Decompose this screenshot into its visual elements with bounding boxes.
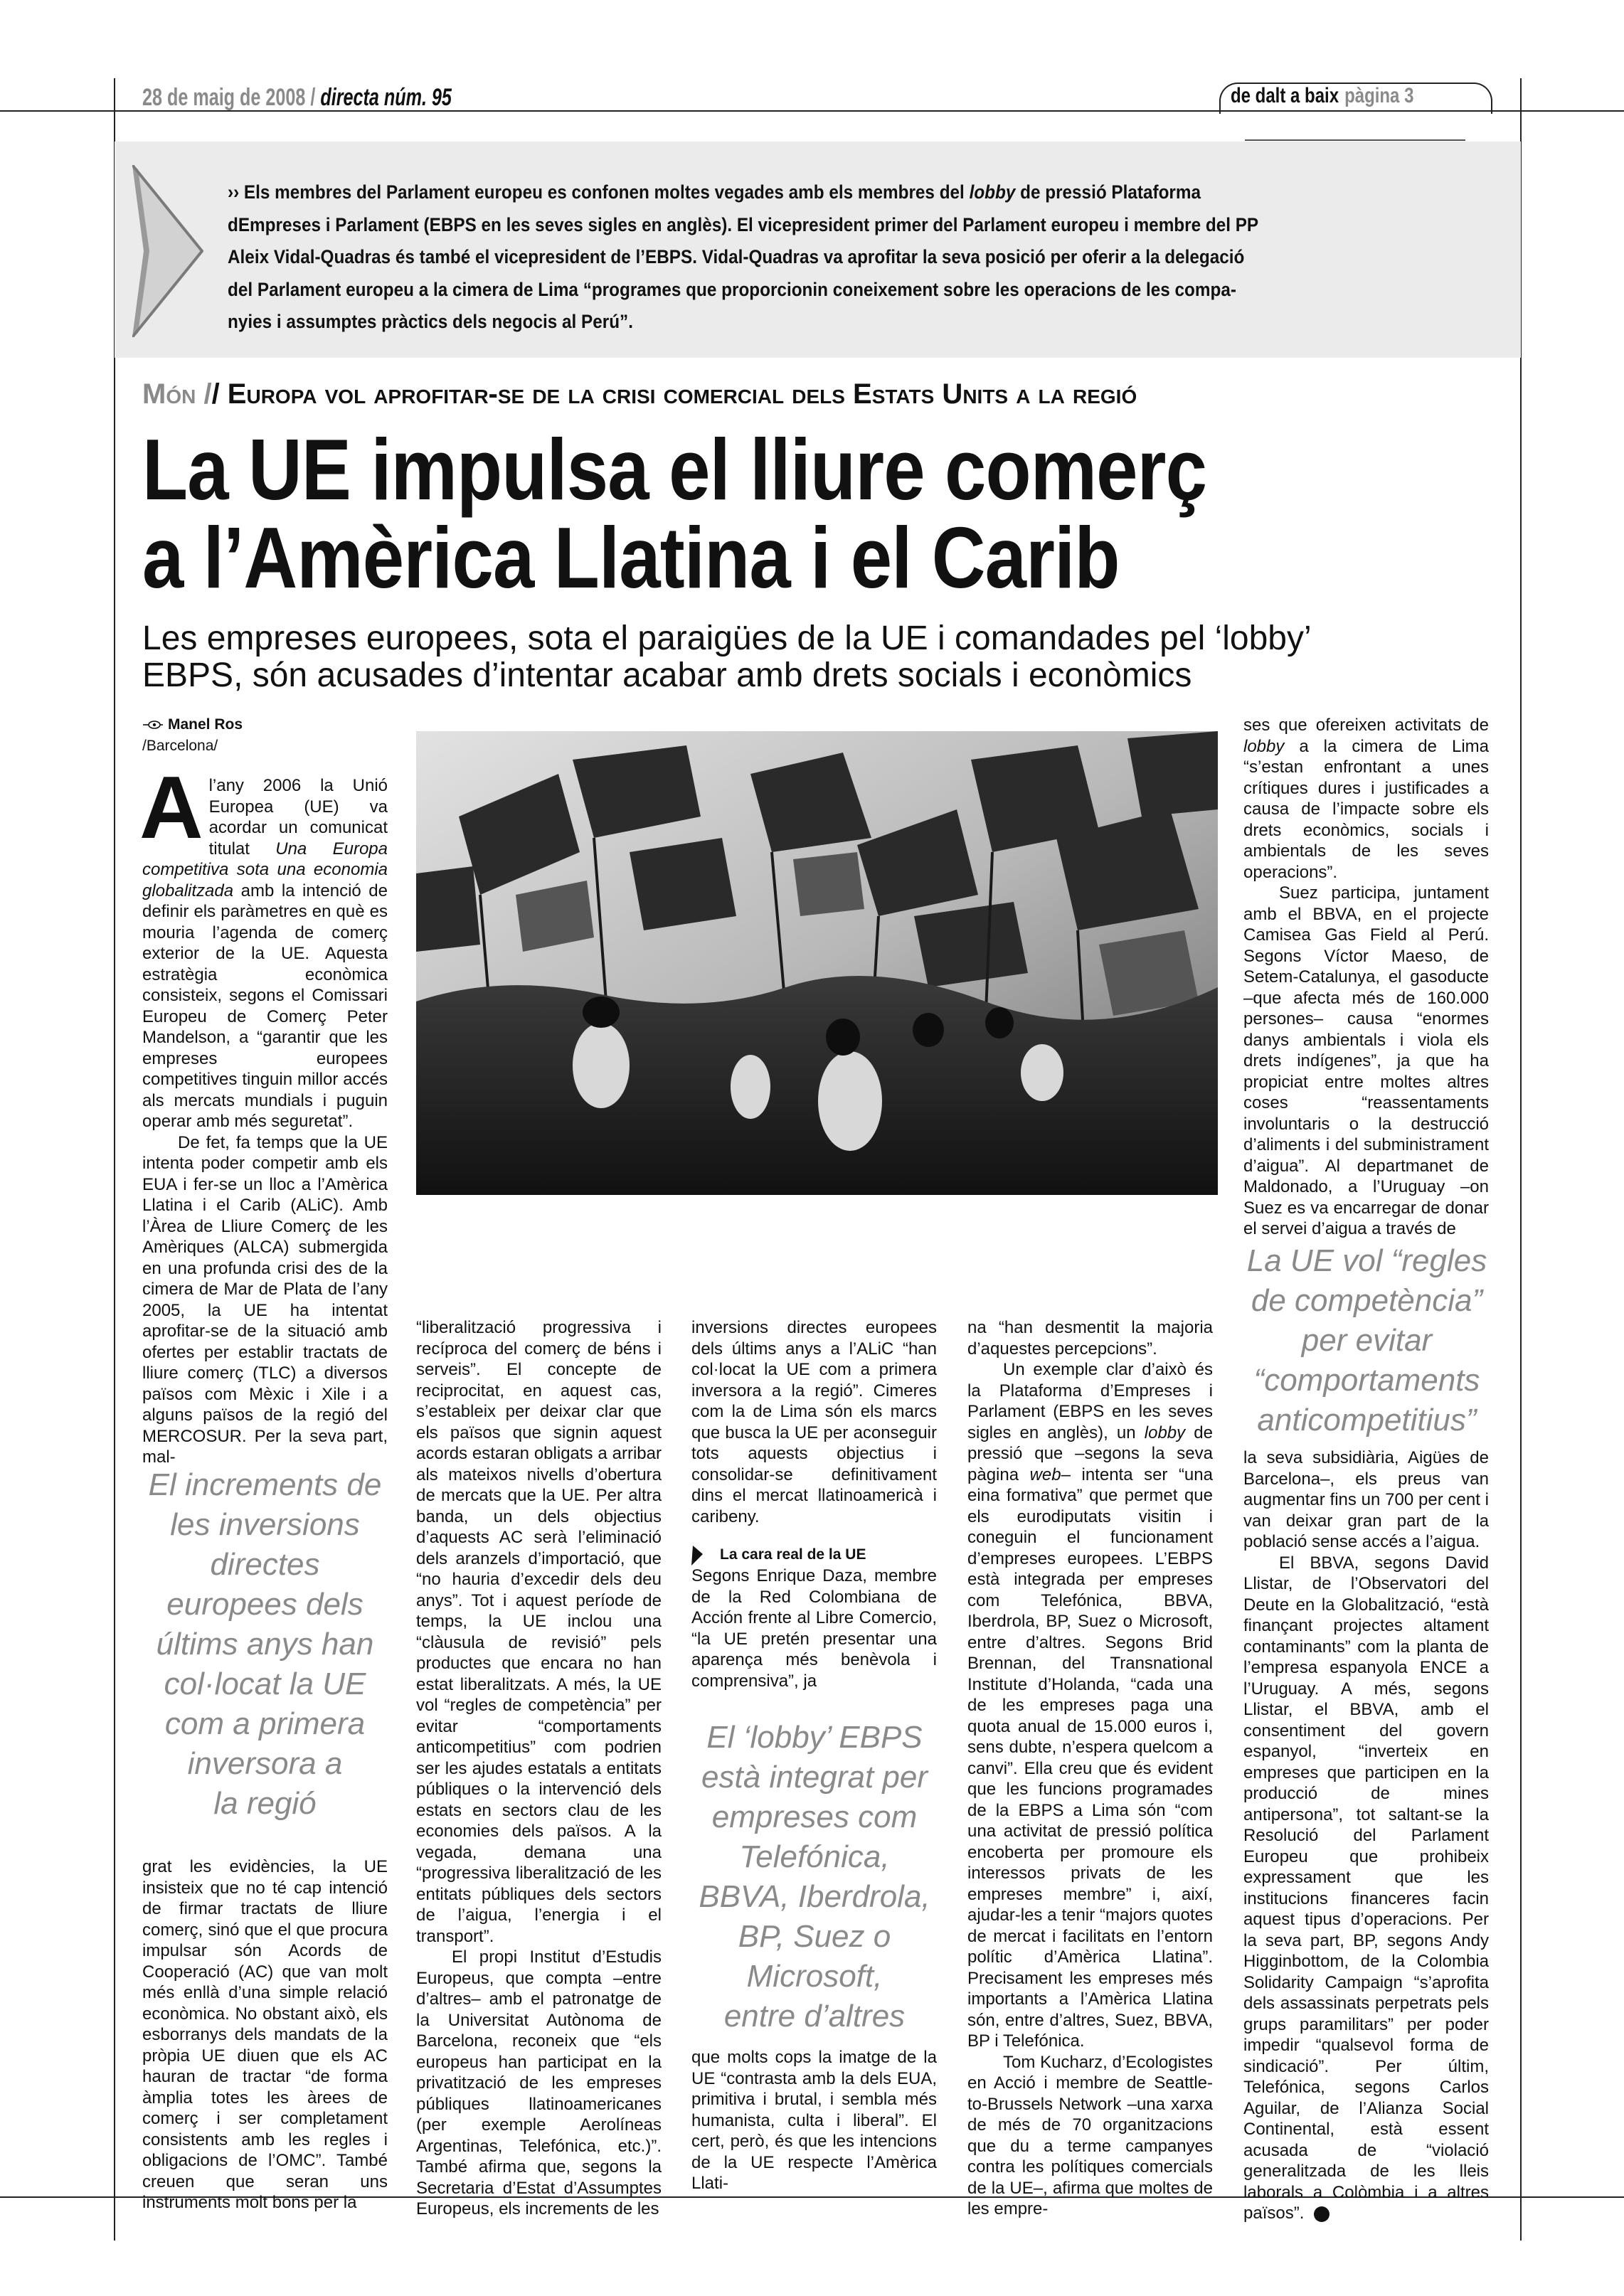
section-subhead: [691, 1544, 937, 1566]
summary-text: [228, 176, 1373, 339]
article-column-5: [1243, 715, 1489, 1240]
issue-number: directa núm. 95: [320, 84, 452, 111]
left-margin-rule: [114, 78, 115, 2241]
article-column-1: [139, 759, 388, 1468]
article-column-3-continued: [691, 2047, 937, 2194]
paragraph-text: Un exemple clar d’això és la Plataforma d’Empreses i Parlament (EBPS en les seves sigles en anglès), un: [967, 1360, 1213, 1442]
article-column-4: [967, 1317, 1213, 2220]
end-of-article-logo: d: [1314, 2206, 1330, 2222]
italic-term: lobby: [1243, 736, 1285, 756]
article-paragraph: Suez participa, juntament amb el BBVA, en el projecte Camisea Gas Field al Perú. Segons Víctor Maeso, de Setem-Catalunya, el gasoducte –que afecta més de 160.000 persones– causa “enormes danys ambientals i viola els drets indígenes”, ja que ha propiciat entre moltes altres coses “reassentaments involuntaris o la destrucció d’aliments i del subministrament d’aigua”. Al departmanet de Maldonado, a l’Uruguay –on Suez es va encarregar de donar el servei d’aigua a través de: [1243, 883, 1489, 1238]
summary-line: [228, 176, 1258, 209]
issue-info: [142, 84, 452, 112]
subtitle: Les empreses europees, sota el paraigües de la UE i comandades pel ‘lobby’ EBPS, són acusades d’intentar acabar amb drets socials i econòmics: [142, 620, 1312, 694]
pen-icon: [142, 720, 164, 730]
summary-line: nyies i assumptes pràctics dels negocis al Perú”.: [228, 311, 633, 332]
paragraph-text: ses que ofereixen activitats de: [1243, 716, 1489, 735]
section-tab-label: [1231, 84, 1413, 108]
paragraph-text: El BBVA, segons David Llistar, de l’Observatori del Deute en la Globalització, “està finançant projectes altament contaminants” com la planta de l’empresa espanyola ENCE a l’Uruguay. A més, segons Llistar, el BBVA, amb el consentiment del govern espanyol, “inverteix en empreses que participen en la producció de mines antipersona”, tot saltant-se la Resolució del Parlament Europeu que prohibeix expressament que les institucions financeres facin aquest tipus d’operacions. Per la seva part, BP, segons Andy Higginbottom, de la Colombia Solidarity Campaign “s’aprofita dels assassinats perpetrats pels grups paramilitars” per poder impedir “qualsevol forma de sindicació”. Per últim, Telefónica, segons Carlos Aguilar, de l’Alianza Social Continental, està essent acusada de “violació generalitzada de les lleis laborals a Colòmbia i a altres països”.: [1243, 1553, 1489, 2223]
pull-quote: La UE vol “regles de competència” per evitar “comportaments anticompetitius”: [1246, 1243, 1487, 1437]
pull-quote: El ‘lobby’ EBPS està integrat per empreses com Telefónica, BBVA, Iberdrola, BP, Suez o Microsoft, entre d’altres: [699, 1720, 930, 2034]
article-paragraph: [139, 759, 388, 1132]
document-title-italic: Una Europa competitiva sota una economia globalitzada: [142, 839, 388, 900]
article-column-5-continued: [1243, 1447, 1489, 2224]
article-paragraph: grat les evidències, la UE insisteix que no té cap intenció de firmar tractats de lliure comerç, sinó que el que procura impulsar són Acords de Cooperació (AC) que van molt més enllà d’una simple relació econòmica. No obstant això, els esborranys dels mandats de la pròpia UE diuen que els AC hauran de tractar “de forma àmplia totes les àrees de comerç i ser completament consistents amb les regles i obligacions de l’OMC”. També creuen que seran uns instruments molt bons per la: [142, 1857, 388, 2212]
paragraph-text: a la cimera de Lima “s’estan enfrontant a unes crítiques dures i justificades a causa de l’impacte sobre els drets econòmics, socials i ambientals de les seves operacions”.: [1243, 736, 1489, 882]
kicker-slash: /: [211, 378, 228, 410]
chevron-arrow-icon: [132, 165, 203, 337]
article-paragraph: Segons Enrique Daza, membre de la Red Colombiana de Acción frente al Libre Comercio, “la UE pretén presentar una aparença més benèvola i comprensiva”, ja: [691, 1566, 937, 1691]
paragraph-text: amb la intenció de definir els paràmetres en què es mouria l’agenda de comerç exterior de la UE. Aquesta estratègia econòmica consisteix, segons el Comissari Europeu de Comerç Peter Mandelson, a “garantir que les empreses europees competitives tinguin millor accés als mercats mundials i puguin operar amb més seguretat”.: [142, 881, 388, 1131]
headline: La UE impulsa el lliure comerç a l’Amèrica Llatina i el Carib: [142, 421, 1207, 606]
page-number: pàgina 3: [1344, 84, 1414, 107]
paragraph-text: de pressió que –segons la seva pàgina: [967, 1423, 1213, 1484]
article-column-1-continued: [142, 1856, 388, 2213]
tab-underline: [1245, 139, 1465, 141]
summary-text-part: de pressió Plataforma: [1015, 181, 1201, 203]
article-paragraph: [1243, 1553, 1489, 2224]
article-paragraph: la seva subsidiària, Aigües de Barcelona–, els preus van augmentar fins un 700 per cent i van deixar gran part de la població sense accés a l’aigua.: [1243, 1448, 1489, 1551]
article-paragraph: inversions directes europees dels últims anys a l’ALiC “han col·locat la UE com a primera inversora a la regió”. Cimeres com la de Lima són els marcs que busca la UE per aconseguir tots aquests objectius i consolidar-se definitivament dins el mercat llatinoamericà i caribeny.: [691, 1318, 937, 1526]
subhead-text: La cara real de la UE: [720, 1546, 866, 1563]
summary-italic-term: lobby: [969, 181, 1016, 203]
kicker: [142, 378, 1137, 410]
article-paragraph: [967, 1359, 1213, 2052]
summary-line: del Parlament europeu a la cimera de Lima “programes que proporcionin coneixement sobre les operacions de les compa-: [228, 278, 1236, 300]
byline: [142, 714, 243, 757]
triangle-marker-icon: [691, 1544, 704, 1566]
dateline-location: /Barcelona/: [142, 738, 218, 754]
article-paragraph: na “han desmentit la majoria d’aquestes percepcions”.: [967, 1318, 1213, 1359]
article-column-3: [691, 1317, 937, 1691]
kicker-section: Món: [142, 378, 196, 410]
article-paragraph: De fet, fa temps que la UE intenta poder competir amb els EUA i fer-se un lloc a l’Amèrica Llatina i el Carib (ALiC). Amb l’Àrea de Lliure Comerç de les Amèriques (ALCA) submergida en una profunda crisi des de la cimera de Mar de Plata de l’any 2005, la UE ha intentat aprofitar-se de la situació amb ofertes per establir tractats de lliure comerç (TLC) a diversos països com Mèxic i Xile i a alguns països de la regió del MERCOSUR. Per la seva part, mal-: [142, 1132, 388, 1467]
paragraph-text: – intenta ser “una eina formativa” que permet que els eurodiputats visitin i coneguin el funcionament d’empreses europees. L’EBPS està integrada per empreses com Telefónica, BBVA, Iberdrola, BP, Suez o Microsoft, entre d’altres. Segons Brid Brennan, del Transnational Institute d’Holanda, “cada una de les empreses paga una quota anual de 15.000 euros i, sens dubte, n’espera quelcom a canvi”. Ella creu que és evident que les funcions programades de la EBPS a Lima són “com una activitat de pressió política encoberta per promoure els interessos privats de les empreses membre” i, així, ajudar-les a tenir “majors quotes de mercat i facilitats en l’entorn polític d’Amèrica Llatina”. Precisament les empreses més importants a l’Amèrica Llatina són, entre d’altres, Suez, BBVA, BP i Telefónica.: [967, 1465, 1213, 2051]
summary-line: Aleix Vidal-Quadras és també el vicepresident de l’EBPS. Vidal-Quadras va aprofitar la seva posició per oferir a la delegació: [228, 246, 1245, 267]
article-paragraph: El propi Institut d’Estudis Europeus, que compta –entre d’altres– amb el patronatge de la Universitat Autònoma de Barcelona, reconeix que “els europeus han participat en la privatització de les empreses públiques llatinoamericanes (per exemple Aerolíneas Argentinas, Telefónica, etc.)”. També afirma que, segons la Secretaria d’Estat d’Assumptes Europeus, els increments de les: [416, 1947, 662, 2218]
article-paragraph: [1243, 715, 1489, 883]
issue-date: 28 de maig de 2008 /: [142, 84, 321, 111]
article-paragraph: que molts cops la imatge de la UE “contrasta amb la dels EUA, primitiva i brutal, i sembla més humanista, culta i liberal”. El cert, però, és que les intencions de la UE respecte l’Amèrica Llati-: [691, 2048, 937, 2193]
protest-photo: [416, 731, 1218, 1195]
paragraph-text: l’any 2006 la Unió Europea (UE) va acordar un comunicat titulat: [208, 776, 388, 859]
pull-quote: El increments de les inversions directes europees dels últims anys han col·locat la UE com a primera inversora a la regió: [148, 1467, 382, 1821]
section-name: de dalt a baix: [1231, 84, 1339, 107]
kicker-slash: /: [196, 378, 212, 410]
right-margin-rule: [1520, 78, 1522, 2241]
author-name: Manel Ros: [168, 716, 243, 733]
article-column-2: [416, 1317, 662, 2220]
summary-text-part: ›› Els membres del Parlament europeu es confonen moltes vegades amb els membres del: [228, 181, 970, 203]
kicker-topic: Europa vol aprofitar-se de la crisi comercial dels Estats Units a la regió: [227, 378, 1137, 410]
italic-term: lobby: [1144, 1423, 1186, 1442]
drop-cap: A: [139, 759, 203, 857]
italic-term: web: [1029, 1465, 1061, 1484]
article-paragraph: Tom Kucharz, d’Ecologistes en Acció i membre de Seattle-to-Brussels Network –una xarxa de més de 70 organitzacions que du a terme campanyes contra les polítiques comercials de la UE–, afirma que moltes de les empre-: [967, 2052, 1213, 2218]
article-paragraph: “liberalització progressiva i recíproca del comerç de béns i serveis”. El concepte de reciprocitat, en aquest cas, s’estableix per deixar clar que els països que signin aquest acords estaran obligats a arribar als mateixos nivells d’obertura de mercats que la UE. Per altra banda, un dels objectius d’aquests AC serà l’eliminació dels aranzels d’importació, que “no hauria d’excedir dels deu anys”. Tot i aquest període de temps, la UE inclou una “clàusula de revisió” pels productes que encara no han estat liberalitzats. A més, la UE vol “regles de competència” per evitar “comportaments anticompetitius” com podrien ser les ajudes estatals a entitats públiques o la intervenció dels estats en sectors clau de les economies dels països. A la vegada, demana una “progressiva liberalització de les entitats públiques dels sectors de l’aigua, l’energia i el transport”.: [416, 1318, 662, 1946]
summary-line: dEmpreses i Parlament (EBPS en les seves sigles en anglès). El vicepresident primer del Parlament europeu i membre del PP: [228, 213, 1259, 235]
